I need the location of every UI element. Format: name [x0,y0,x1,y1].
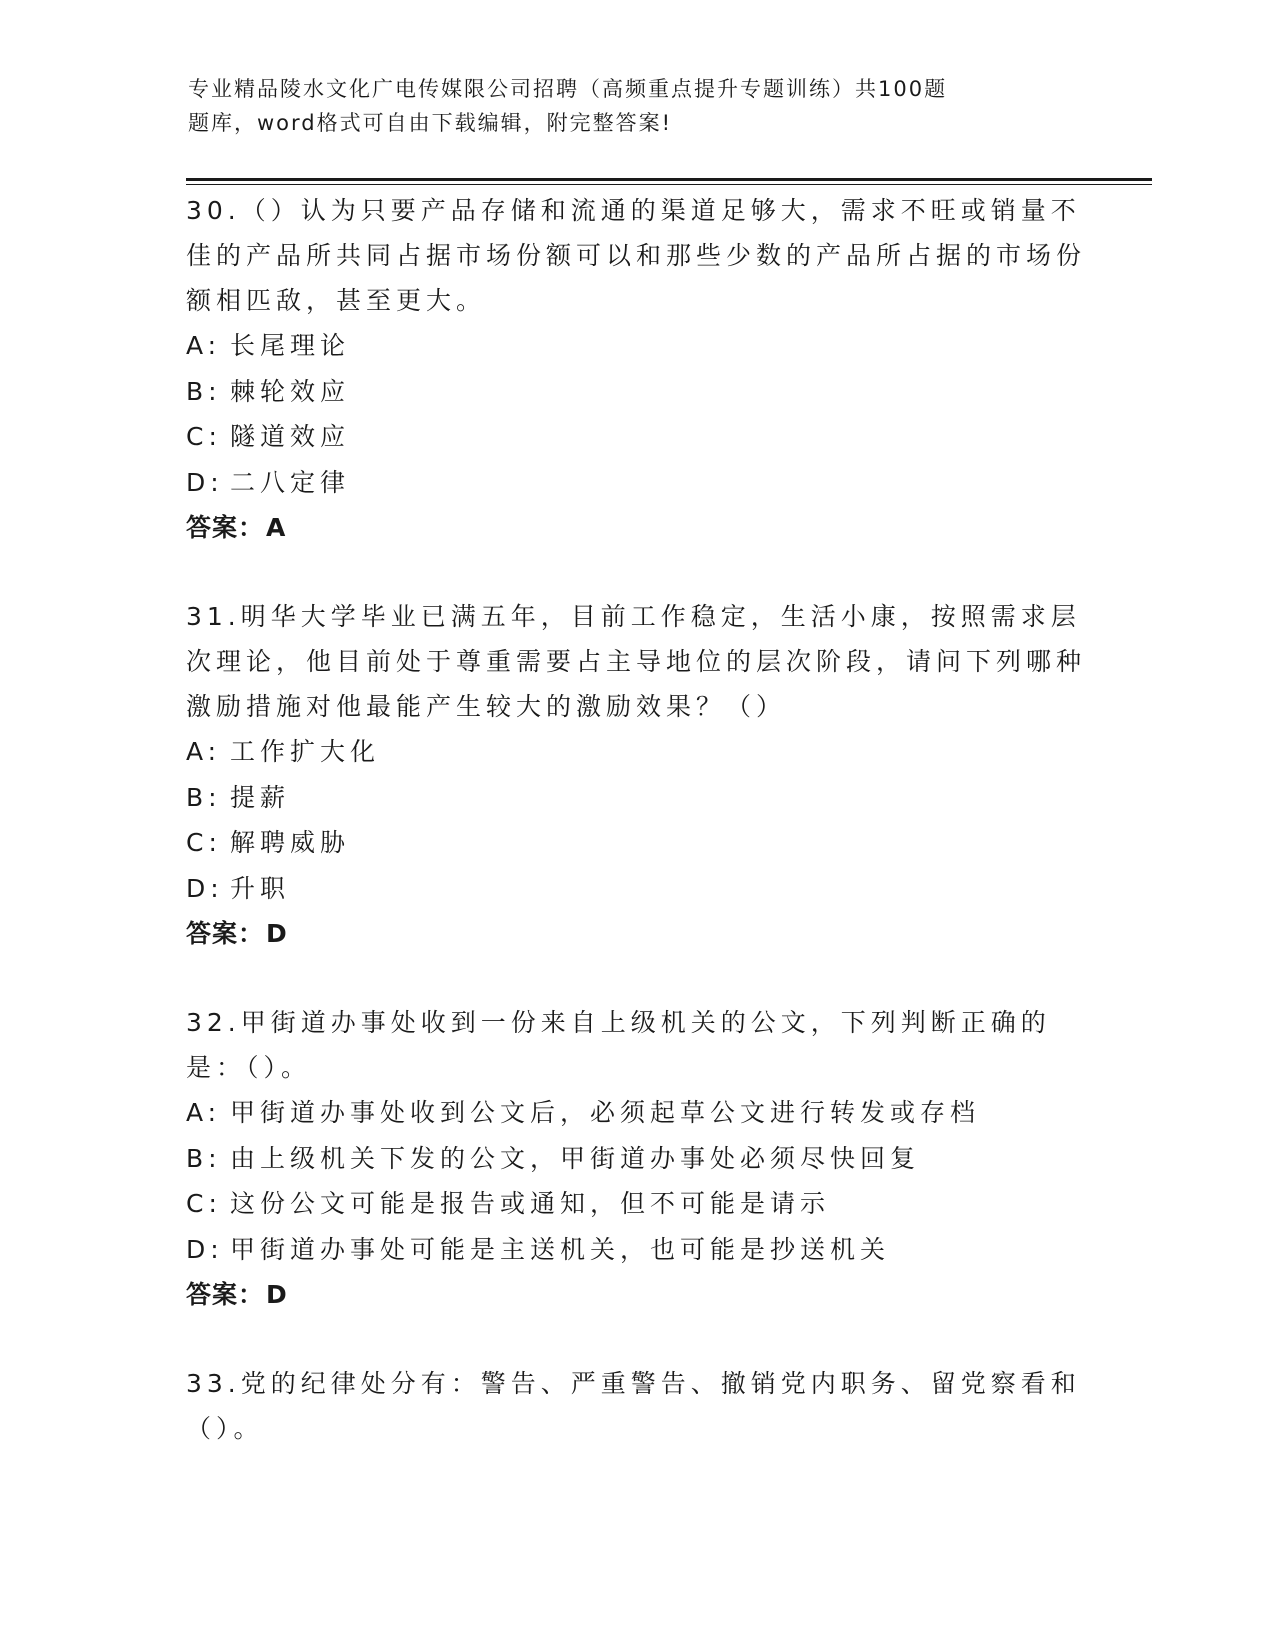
question-text: 32.甲街道办事处收到一份来自上级机关的公文，下列判断正确的是：（）。 [186,1008,1051,1082]
question-text: 33.党的纪律处分有：警告、严重警告、撤销党内职务、留党察看和（）。 [186,1369,1081,1443]
option-letter: A: [186,331,222,360]
option-text: 工作扩大化 [230,737,381,766]
option-letter: B: [186,782,222,812]
answer-value: D [266,1280,288,1309]
question-list [186,188,1086,1495]
answer-label: 答案： [186,1280,265,1309]
header-line-1: 专业精品陵水文化广电传媒限公司招聘（高频重点提升专题训练）共100题 [188,77,948,101]
option-text: 由上级机关下发的公文，甲街道办事处必须尽快回复 [230,1143,921,1173]
option-letter: C: [186,1189,222,1218]
option-text: 棘轮效应 [230,376,351,406]
question-text: 31.明华大学毕业已满五年，目前工作稳定，生活小康，按照需求层次理论，他目前处于尊重需要占主导地位的层次阶段，请问下列哪种激励措施对他最能产生较大的激励效果？（） [186,602,1087,721]
header-rule-thin [186,184,1152,185]
option-a [186,1090,1086,1136]
option-letter: D: [186,467,224,497]
option-d [186,866,1086,912]
header-line-2: 题库，word格式可自由下载编辑，附完整答案! [188,111,673,135]
question-33 [186,1361,1086,1451]
answer [186,1272,1086,1317]
option-text: 这份公文可能是报告或通知，但不可能是请示 [230,1189,831,1218]
answer-label: 答案： [186,513,265,542]
answer-value: D [266,919,288,948]
option-a [186,729,1086,775]
option-letter: C: [186,828,222,857]
option-d [186,1227,1086,1273]
document-header [188,72,1008,140]
option-text: 提薪 [230,782,291,812]
option-text: 长尾理论 [230,331,351,360]
answer [186,505,1086,550]
option-letter: A: [186,1098,222,1127]
option-text: 二八定律 [230,467,351,497]
option-text: 甲街道办事处收到公文后，必须起草公文进行转发或存档 [230,1098,981,1127]
option-letter: D: [186,873,224,903]
option-b [186,369,1086,415]
question-32 [186,1000,1086,1317]
option-letter: B: [186,376,222,406]
question-text: 30.（）认为只要产品存储和流通的渠道足够大，需求不旺或销量不佳的产品所共同占据市场份额可以和那些少数的产品所占据的市场份额相匹敌，甚至更大。 [186,196,1087,315]
option-text: 升职 [230,873,291,903]
question-30 [186,188,1086,550]
option-c [186,820,1086,866]
option-text: 解聘威胁 [230,828,351,857]
answer [186,911,1086,956]
option-c [186,1181,1086,1227]
option-letter: D: [186,1234,224,1264]
option-a [186,323,1086,369]
header-rule-thick [186,178,1152,181]
option-b [186,1136,1086,1182]
option-letter: B: [186,1143,222,1173]
option-letter: A: [186,737,222,766]
option-b [186,775,1086,821]
option-d [186,460,1086,506]
option-letter: C: [186,422,222,451]
option-text: 隧道效应 [230,422,351,451]
answer-label: 答案： [186,919,265,948]
option-c [186,414,1086,460]
question-31 [186,594,1086,956]
answer-value: A [266,513,287,542]
option-text: 甲街道办事处可能是主送机关，也可能是抄送机关 [230,1234,891,1264]
